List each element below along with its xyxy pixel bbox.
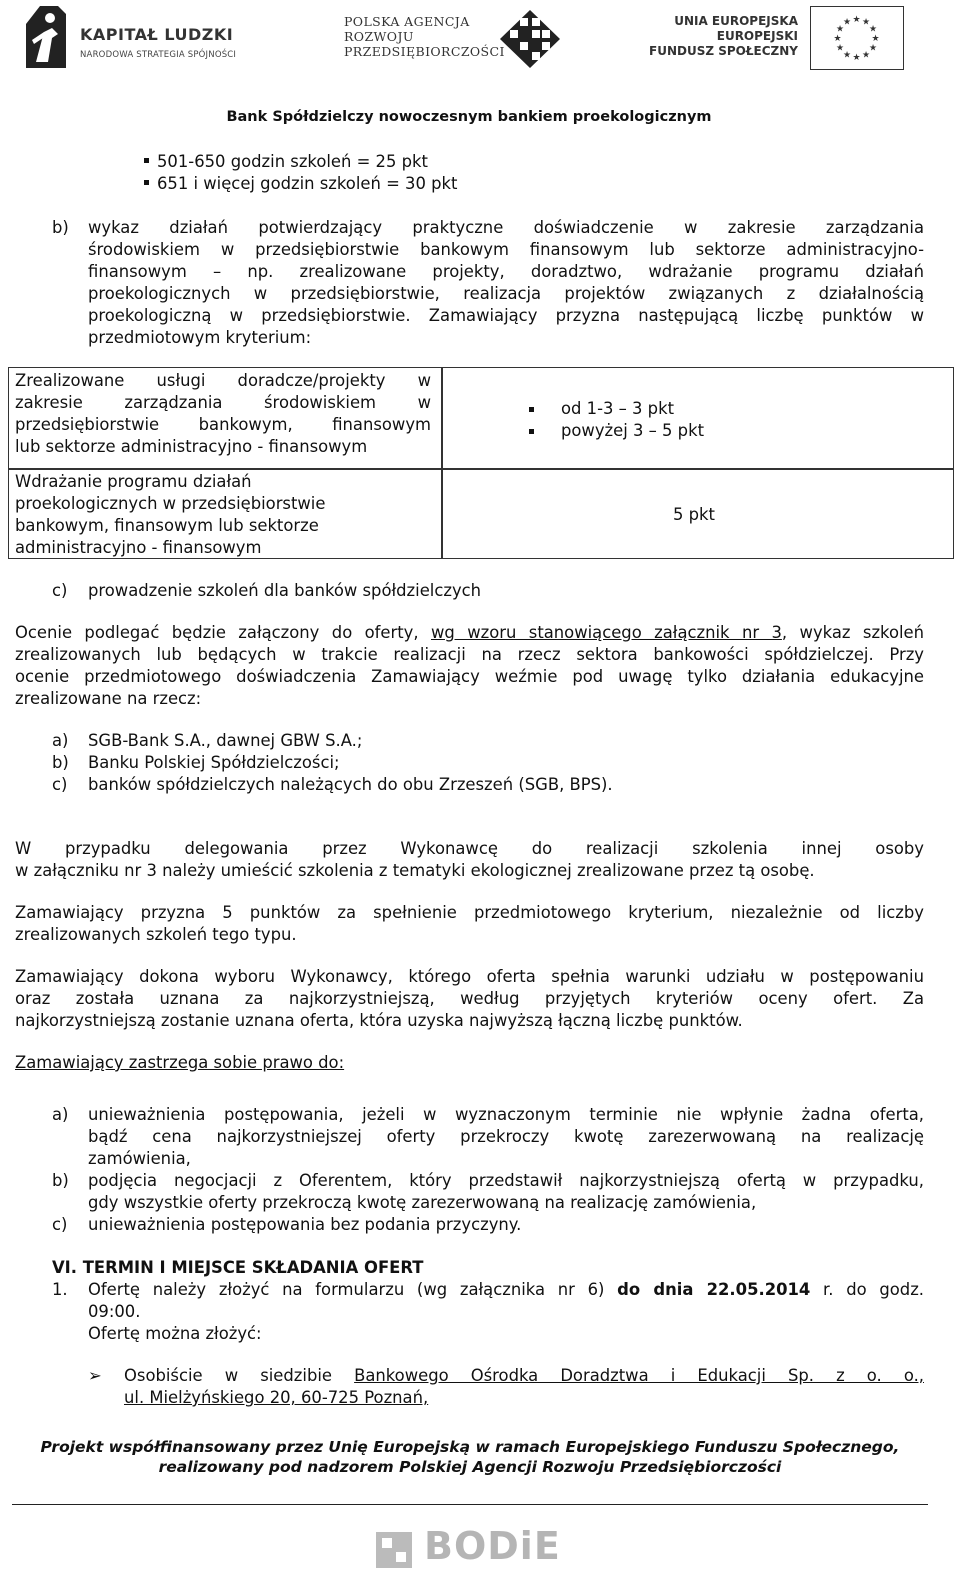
svg-text:★: ★ <box>835 43 845 54</box>
deadline-date: do dnia 22.05.2014 <box>617 1280 811 1299</box>
list-reservations <box>52 1104 924 1236</box>
list-item <box>52 1170 924 1214</box>
square-bullet-icon <box>144 158 149 163</box>
paragraph-line: najkorzystniejszą zostanie uznana oferta, która uzyska najwyższą łączną liczbę punktów. <box>15 1011 743 1030</box>
parp-line-1: POLSKA AGENCJA <box>344 14 470 29</box>
list-item <box>561 420 704 442</box>
parp-line-2: ROZWOJU <box>344 29 414 44</box>
item-line: zamówienia, <box>88 1149 191 1168</box>
square-bullet-icon <box>529 407 534 412</box>
criterion-c <box>52 580 924 602</box>
table-divider <box>441 368 443 558</box>
table-cell-row1-right <box>561 398 704 442</box>
item-line <box>88 1279 924 1301</box>
item-text: banków spółdzielczych należących do obu Zrzeszeń (SGB, BPS). <box>88 775 613 794</box>
paragraph-line: w załączniku nr 3 należy umieścić szkolenia z tematyki ekologicznej zrealizowane przez tą osobę. <box>15 861 815 880</box>
section-vi-heading: VI. TERMIN I MIEJSCE SKŁADANIA OFERT <box>52 1258 424 1277</box>
cell-line: przedsiębiorstwie bankowym, finansowym <box>15 415 431 434</box>
item-label: b) <box>52 1171 69 1190</box>
list-institutions <box>52 730 924 796</box>
paragraph-line: proekologicznych w przedsiębiorstwie, realizacja projektów związanych z działalnością <box>88 284 924 303</box>
paragraph-wybor <box>15 966 924 1032</box>
paragraph-line: finansowym – np. zrealizowane projekty, doradztwo, wdrażanie programu działań <box>88 262 924 281</box>
header-project-title: Bank Spółdzielczy nowoczesnym bankiem proekologicznym <box>0 106 938 128</box>
item-label: c) <box>52 775 68 794</box>
list-item-text: 651 i więcej godzin szkoleń = 30 pkt <box>157 174 458 193</box>
kapital-ludzki-subtitle: NARODOWA STRATEGIA SPÓJNOŚCI <box>80 50 237 60</box>
paragraph-line: proekologiczną w przedsiębiorstwie. Zamawiający przyzna następującą liczbę punktów w <box>88 306 924 325</box>
text-span: Ofertę należy złożyć na formularzu (wg załącznika nr 6) <box>88 1280 618 1299</box>
cell-line: Wdrażanie programu działań <box>15 472 252 491</box>
paragraph-line: ocenie przedmiotowego doświadczenia Zamawiający weźmie pod uwagę tylko działania edukacyjne <box>15 667 924 686</box>
list-item-text: od 1-3 – 3 pkt <box>561 399 674 418</box>
paragraph-line: zrealizowanych szkoleń tego typu. <box>15 925 297 944</box>
item-line: unieważnienia postępowania, jeżeli w wyznaczonym terminie nie wpłynie żadna oferta, <box>88 1105 924 1124</box>
item-line: unieważnienia postępowania bez podania przyczyny. <box>88 1215 522 1234</box>
cell-line: administracyjno - finansowym <box>15 538 262 557</box>
ue-line-2: EUROPEJSKI <box>716 29 798 43</box>
list-item-text: 501-650 godzin szkoleń = 25 pkt <box>157 152 428 171</box>
text-span: Ocenie podlegać będzie załączony do oferty, <box>15 623 431 642</box>
svg-text:★: ★ <box>861 50 871 61</box>
item-line <box>124 1365 924 1387</box>
item-line: podjęcia negocjacji z Oferentem, który przedstawił najkorzystniejszą ofertą w przypadku, <box>88 1171 924 1190</box>
ue-line-1: UNIA EUROPEJSKA <box>674 14 798 28</box>
svg-text:★: ★ <box>868 43 878 54</box>
paragraph-delegowanie <box>15 838 924 882</box>
list-item <box>52 730 924 752</box>
item-label: a) <box>52 1105 69 1124</box>
item-label: b) <box>52 218 69 237</box>
item-text: SGB-Bank S.A., dawnej GBW S.A.; <box>88 731 363 750</box>
submission-method <box>88 1365 924 1409</box>
section-vi-item-1 <box>52 1279 924 1345</box>
bodie-logo-icon <box>376 1532 412 1568</box>
list-item-text: powyżej 3 – 5 pkt <box>561 421 704 440</box>
list-item <box>52 1104 924 1170</box>
svg-text:★: ★ <box>861 17 871 28</box>
paragraph-line: zrealizowane na rzecz: <box>15 689 202 708</box>
ue-logo-text <box>649 14 798 59</box>
text-span: r. do godz. <box>810 1280 925 1299</box>
item-label: 1. <box>52 1280 68 1299</box>
list-item <box>144 151 457 173</box>
table-cell-row2-right: 5 pkt <box>673 505 715 524</box>
ue-efs-logo <box>649 6 908 72</box>
cell-line: proekologicznych w przedsiębiorstwie <box>15 494 326 513</box>
table-cell-row2-left <box>15 471 431 559</box>
item-line: Ofertę można złożyć: <box>88 1324 262 1343</box>
item-label: a) <box>52 731 69 750</box>
list-item <box>52 752 924 774</box>
item-line: 09:00. <box>88 1302 141 1321</box>
attachment-3-link[interactable]: wg wzoru stanowiącego załącznik nr 3 <box>431 623 782 642</box>
points-table <box>8 367 954 559</box>
text-span: , wykaz szkoleń <box>781 623 925 642</box>
kapital-ludzki-logo <box>22 4 262 70</box>
table-divider <box>9 468 953 470</box>
bodie-office-link[interactable]: Bankowego Ośrodka Doradztwa i Edukacji Sp. z o. o., <box>354 1366 924 1385</box>
list-item <box>561 398 704 420</box>
svg-text:★: ★ <box>852 15 861 25</box>
bullet-list-hours <box>144 151 457 195</box>
paragraph-line: Zamawiający dokona wyboru Wykonawcy, którego oferta spełnia warunki udziału w postępowaniu <box>15 967 924 986</box>
item-label: c) <box>52 581 68 600</box>
cell-line: bankowym, finansowym lub sektorze <box>15 516 319 535</box>
footer-line-2: realizowany pod nadzorem Polskiej Agencji Rozwoju Przedsiębiorczości <box>158 1458 782 1476</box>
parp-logo-text <box>344 14 505 59</box>
paragraph-line <box>15 622 924 644</box>
item-line: gdy wszystkie oferty przekroczą kwotę zarezerwowaną na realizację zamówienia, <box>88 1193 757 1212</box>
paragraph-line: W przypadku delegowania przez Wykonawcę do realizacji szkolenia innej osoby <box>15 839 924 858</box>
paragraph-line: wykaz działań potwierdzający praktyczne doświadczenie w zakresie zarządzania <box>88 218 924 237</box>
item-label: c) <box>52 1215 68 1234</box>
arrow-bullet-icon: ➢ <box>88 1366 102 1385</box>
kapital-ludzki-emblem-icon <box>22 4 74 70</box>
cell-line: lub sektorze administracyjno - finansowym <box>15 437 368 456</box>
item-line: bądź cena najkorzystniejszej oferty przekroczy kwotę zarezerwowaną na realizację <box>88 1127 924 1146</box>
text-span: Osobiście w siedzibie <box>124 1366 355 1385</box>
cell-line: zakresie zarządzania środowiskiem w <box>15 393 431 412</box>
svg-text:★: ★ <box>852 53 861 63</box>
square-bullet-icon <box>529 429 534 434</box>
svg-text:★: ★ <box>871 34 880 44</box>
svg-text:★: ★ <box>842 50 852 61</box>
list-item <box>144 173 457 195</box>
bodie-address-link[interactable]: ul. Mielżyńskiego 20, 60-725 Poznań, <box>124 1388 429 1407</box>
svg-text:★: ★ <box>842 17 852 28</box>
kapital-ludzki-title: KAPITAŁ LUDZKI <box>80 25 234 44</box>
footer-line-1: Projekt współfinansowany przez Unię Europejską w ramach Europejskiego Funduszu Społecznego, <box>40 1438 900 1456</box>
square-bullet-icon <box>144 180 149 185</box>
eu-flag-icon <box>810 6 904 70</box>
svg-text:★: ★ <box>868 24 878 35</box>
reservation-heading: Zamawiający zastrzega sobie prawo do: <box>15 1053 345 1072</box>
item-label: b) <box>52 753 69 772</box>
paragraph-line: Zamawiający przyzna 5 punktów za spełnienie przedmiotowego kryterium, niezależnie od liczby <box>15 903 924 922</box>
table-cell-row1-left <box>15 370 431 458</box>
paragraph-5pkt <box>15 902 924 946</box>
paragraph-line: oraz została uznana za najkorzystniejszą, według przyjętych kryteriów oceny ofert. Za <box>15 989 924 1008</box>
item-text: Banku Polskiej Spółdzielczości; <box>88 753 340 772</box>
svg-text:★: ★ <box>835 24 845 35</box>
parp-line-3: PRZEDSIĘBIORCZOŚCI <box>344 44 505 59</box>
paragraph-line: zrealizowanych lub będących w trakcie realizacji na rzecz sektora bankowości spółdzielczej. Przy <box>15 645 924 664</box>
footer-divider <box>12 1504 928 1505</box>
cell-line: Zrealizowane usługi doradcze/projekty w <box>15 371 431 390</box>
item-text: prowadzenie szkoleń dla banków spółdzielczych <box>88 581 482 600</box>
bodie-watermark-text: BODiE <box>424 1524 561 1568</box>
paragraph-line: przedmiotowym kryterium: <box>88 328 312 347</box>
criterion-b <box>52 217 924 349</box>
list-item <box>52 774 924 796</box>
parp-logo <box>344 10 564 70</box>
paragraph-ocenie <box>15 622 924 710</box>
parp-emblem-icon <box>498 8 562 70</box>
svg-text:★: ★ <box>833 34 842 44</box>
list-item <box>52 1214 924 1236</box>
bodie-watermark <box>376 1524 566 1568</box>
paragraph-line: środowiskiem w przedsiębiorstwie bankowym finansowym lub sektorze administracyjno- <box>88 240 924 259</box>
ue-line-3: FUNDUSZ SPOŁECZNY <box>649 44 798 58</box>
